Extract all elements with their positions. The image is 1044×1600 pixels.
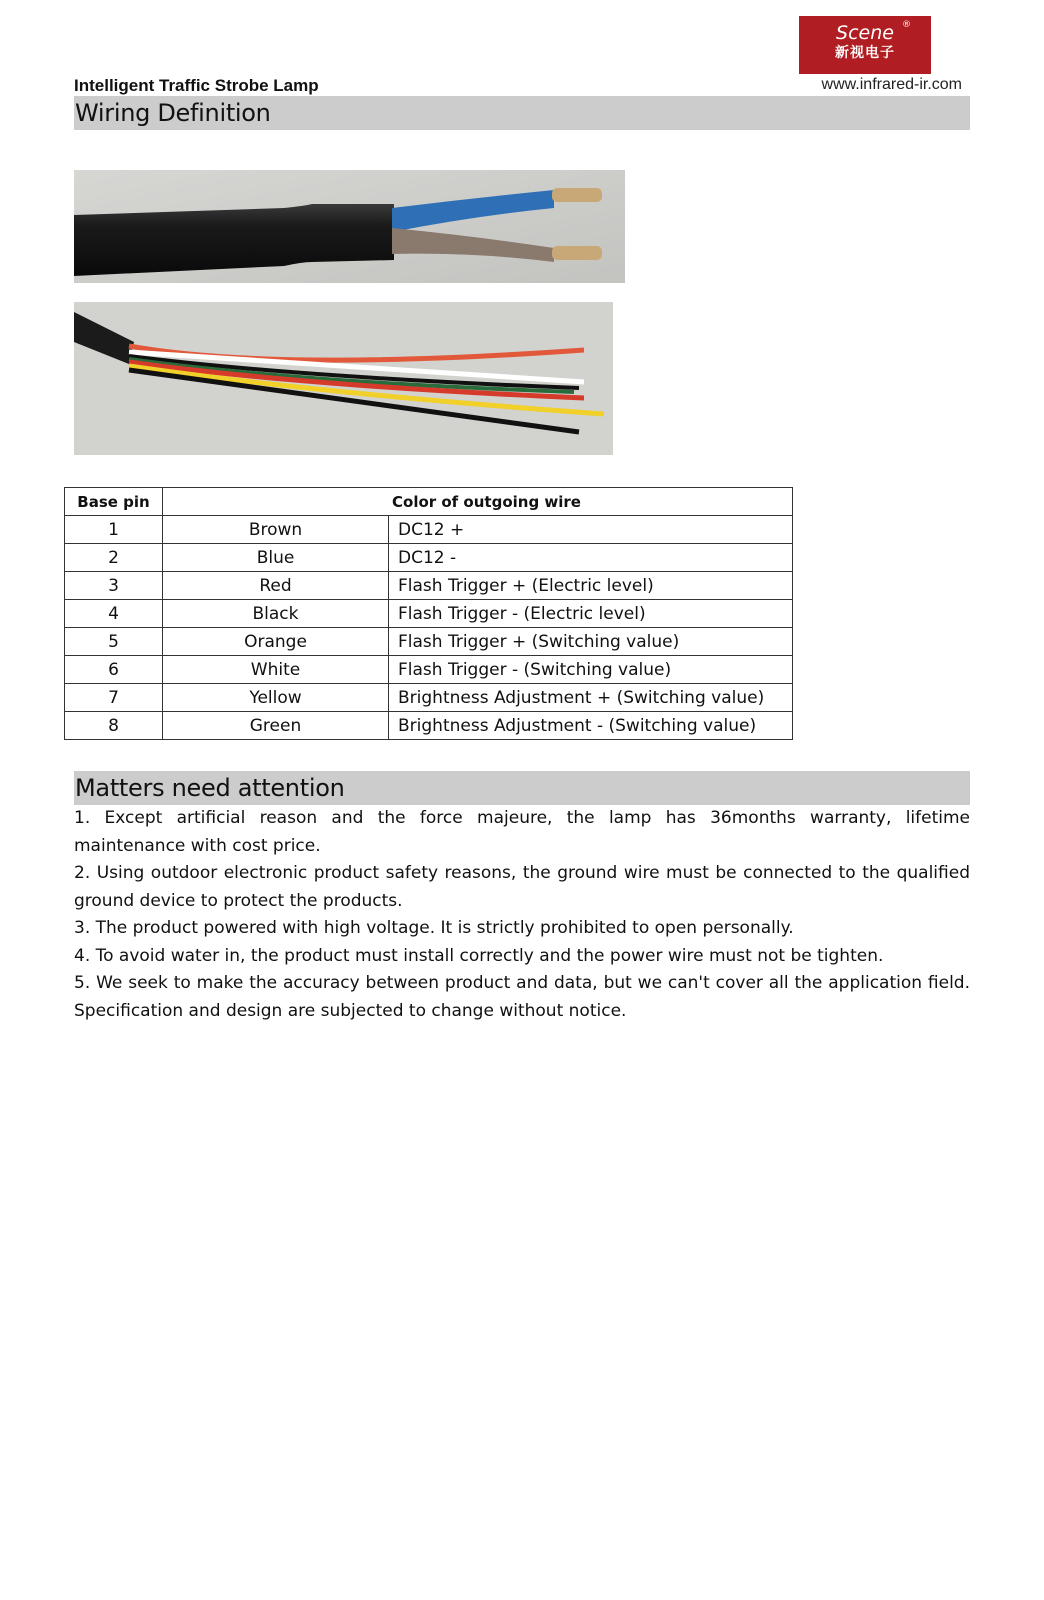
pin-cell: 6 [65, 656, 163, 684]
attention-item: 5. We seek to make the accuracy between product and data, but we can't cover all the application field. Specification and design are subjected to change without notice. [74, 973, 970, 1021]
website-url: www.infrared-ir.com [821, 76, 962, 93]
table-header-row [65, 488, 793, 516]
pin-cell: 7 [65, 684, 163, 712]
table-row [65, 572, 793, 600]
table-row [65, 712, 793, 740]
table-row [65, 544, 793, 572]
function-cell: Flash Trigger + (Switching value) [389, 628, 793, 656]
color-cell: Brown [163, 516, 389, 544]
color-cell: Blue [163, 544, 389, 572]
table-row [65, 600, 793, 628]
multi-wire-cable-photo [74, 302, 613, 455]
wiring-definition-heading [74, 96, 970, 130]
function-cell: DC12 + [389, 516, 793, 544]
color-cell: Red [163, 572, 389, 600]
logo-subtitle: 新视电子 [835, 45, 895, 61]
function-cell: Flash Trigger + (Electric level) [389, 572, 793, 600]
header-base-pin: Base pin [65, 488, 163, 516]
pin-cell: 4 [65, 600, 163, 628]
table-row [65, 684, 793, 712]
function-cell: Flash Trigger - (Electric level) [389, 600, 793, 628]
table-row [65, 656, 793, 684]
table-row [65, 628, 793, 656]
function-cell: Brightness Adjustment + (Switching value) [389, 684, 793, 712]
wiring-definition-title: Wiring Definition [75, 99, 271, 127]
document-title: Intelligent Traffic Strobe Lamp [74, 76, 319, 95]
company-logo [799, 16, 931, 74]
color-cell: Black [163, 600, 389, 628]
wiring-table [64, 487, 793, 740]
pin-cell: 8 [65, 712, 163, 740]
pin-cell: 5 [65, 628, 163, 656]
attention-item: 4. To avoid water in, the product must install correctly and the power wire must not be tighten. [74, 945, 884, 966]
attention-item: 2. Using outdoor electronic product safety reasons, the ground wire must be connected to the qualified ground device to protect the products. [74, 863, 970, 911]
function-cell: Flash Trigger - (Switching value) [389, 656, 793, 684]
two-wire-cable-photo [74, 170, 625, 283]
pin-cell: 2 [65, 544, 163, 572]
logo-brand: Scene [836, 22, 894, 44]
color-cell: Orange [163, 628, 389, 656]
color-cell: Yellow [163, 684, 389, 712]
table-row [65, 516, 793, 544]
attention-item: 3. The product powered with high voltage. It is strictly prohibited to open personally. [74, 918, 794, 938]
header-wire-color: Color of outgoing wire [163, 488, 793, 516]
function-cell: Brightness Adjustment - (Switching value) [389, 712, 793, 740]
attention-title: Matters need attention [75, 774, 345, 802]
registered-mark: ® [902, 20, 911, 30]
attention-heading [74, 771, 970, 805]
color-cell: Green [163, 712, 389, 740]
attention-item: 1. Except artificial reason and the force majeure, the lamp has 36months warranty, lifetime maintenance with cost price. [74, 808, 970, 856]
color-cell: White [163, 656, 389, 684]
attention-list [74, 805, 970, 1025]
pin-cell: 3 [65, 572, 163, 600]
function-cell: DC12 - [389, 544, 793, 572]
pin-cell: 1 [65, 516, 163, 544]
